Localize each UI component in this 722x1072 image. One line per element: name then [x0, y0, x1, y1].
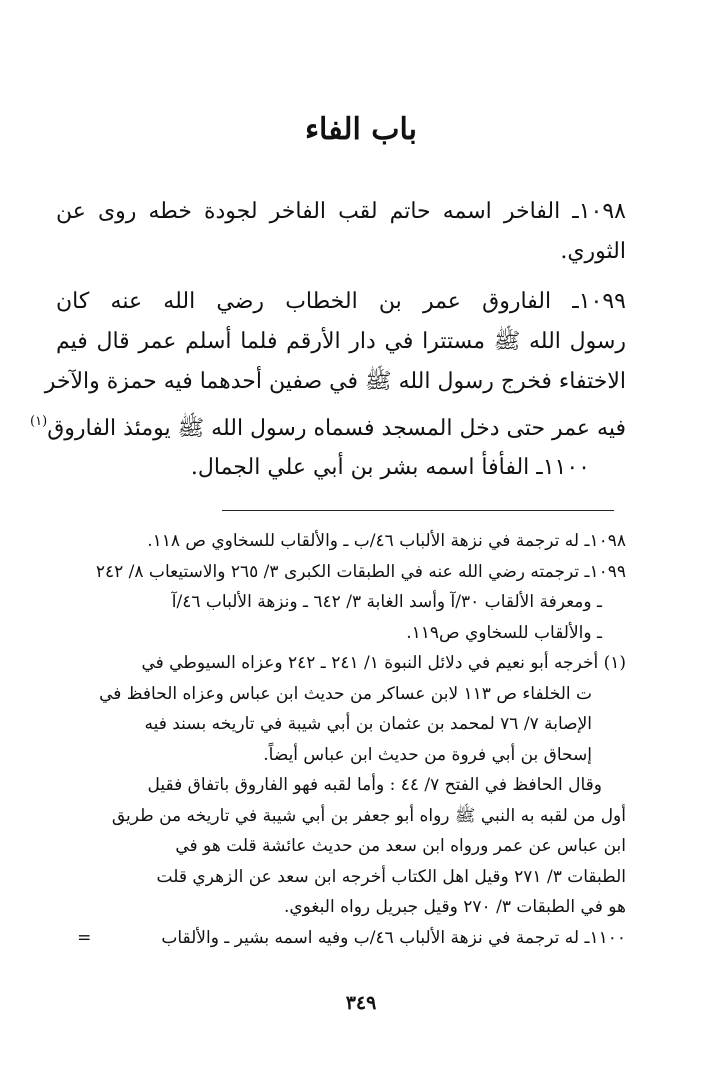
footnote-line: وقال الحافظ في الفتح ٧/ ٤٤ : وأما لقبه فهو الفاروق باتفاق فقيل: [147, 775, 602, 795]
entry-line-text: فيه عمر حتى دخل المسجد فسماه رسول الله ﷺ يومئذ الفاروق: [47, 416, 626, 441]
footnote-marker: (١): [30, 414, 48, 429]
entry-line: ١١٠٠ـ الفأفأ اسمه بشر بن أبي علي الجمال.: [190, 455, 590, 480]
footnote-line: ١٠٩٨ـ له ترجمة في نزهة الألباب ٤٦/ب ـ والألقاب للسخاوي ص ١١٨.: [147, 531, 626, 551]
continuation-mark: =: [77, 927, 92, 948]
entry-line: [30, 402, 626, 442]
footnote-line: ـ والألقاب للسخاوي ص١١٩.: [406, 622, 602, 643]
chapter-title: باب الفاء: [304, 112, 418, 147]
footnotes: [46, 526, 626, 953]
entry-1100: [56, 448, 626, 488]
entry-1098: [56, 192, 626, 272]
entry-line: الثوري.: [560, 239, 626, 264]
footnote-line: ابن عباس عن عمر ورواه ابن سعد من حديث عائشة قلت هو في: [175, 836, 626, 856]
footnote-line: الطبقات ٣/ ٢٧١ وقيل اهل الكتاب أخرجه ابن سعد عن الزهري قلت: [156, 866, 626, 887]
page-number: ٣٤٩: [345, 992, 377, 1014]
footnote-line: ١٠٩٩ـ ترجمته رضي الله عنه في الطبقات الكبرى ٣/ ٢٦٥ والاستيعاب ٨/ ٢٤٢: [95, 561, 626, 582]
footnote-line: (١) أخرجه أبو نعيم في دلائل النبوة ١/ ٢٤١ ـ ٢٤٢ وعزاه السيوطي في: [141, 653, 626, 673]
footnote-line: هو في الطبقات ٣/ ٢٧٠ وقيل جبريل رواه البغوي.: [283, 897, 626, 917]
entry-line: ١٠٩٨ـ الفاخر اسمه حاتم لقب الفاخر لجودة خطه روى عن: [56, 199, 626, 224]
footnote-line: [46, 923, 626, 954]
entry-line: الاختفاء فخرج رسول الله ﷺ في صفين أحدهما فيه حمزة والآخر: [44, 369, 626, 394]
entry-line: ١٠٩٩ـ الفاروق عمر بن الخطاب رضي الله عنه كان: [56, 289, 626, 314]
entry-line: رسول الله ﷺ مستترا في دار الأرقم فلما أسلم عمر قال فيم: [56, 329, 626, 354]
footnote-line-text: ١١٠٠ـ له ترجمة في نزهة الألباب ٤٦/ب وفيه اسمه بشير ـ والألقاب: [161, 927, 626, 948]
footnote-line: الإصابة ٧/ ٧٦ لمحمد بن عثمان بن أبي شيبة في تاريخه بسند فيه: [144, 714, 592, 734]
footnote-line: أول من لقبه به النبي ﷺ رواه أبو جعفر بن أبي شيبة في تاريخه من طريق: [111, 805, 626, 826]
entry-1099: [30, 282, 626, 442]
footnote-line: ـ ومعرفة الألقاب ٣٠/آ وأسد الغابة ٣/ ٦٤٢ ـ ونزهة الألباب ٤٦/آ: [171, 592, 602, 612]
footnote-line: إسحاق بن أبي فروة من حديث ابن عباس أيضاً.: [263, 744, 592, 765]
footnote-line: ت الخلفاء ص ١١٣ لابن عساكر من حديث ابن عباس وعزاه الحافظ في: [99, 683, 592, 704]
footnote-divider: [222, 510, 614, 511]
